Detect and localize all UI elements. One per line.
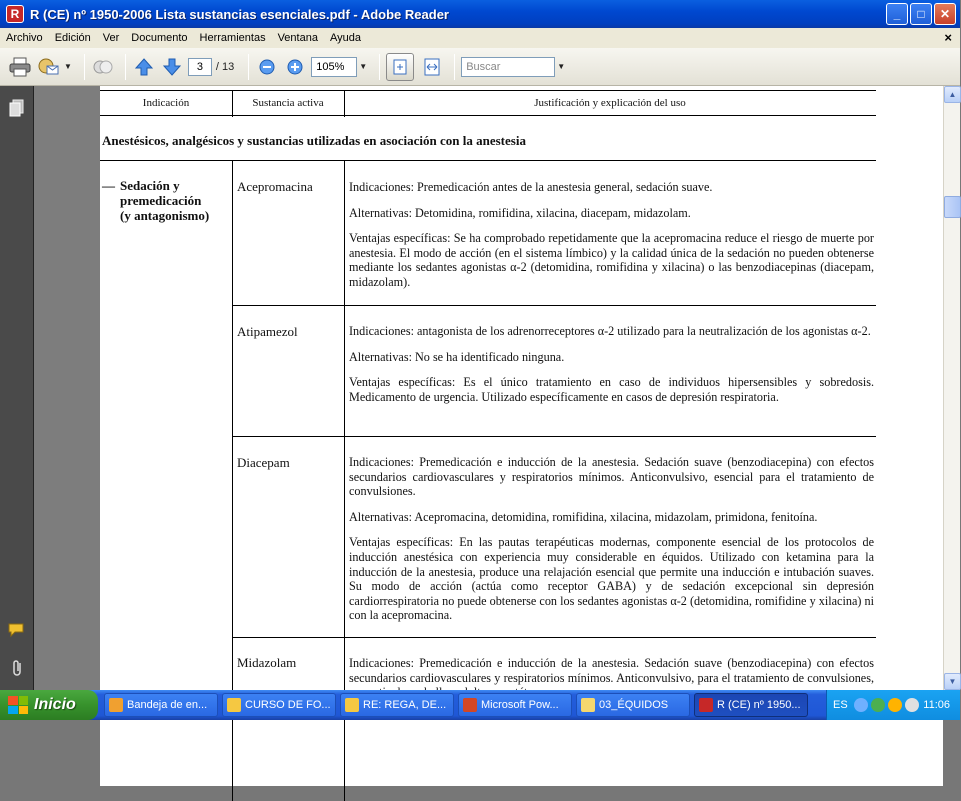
- chevron-down-icon[interactable]: ▼: [359, 62, 368, 71]
- indication-line: (y antagonismo): [120, 208, 210, 223]
- folder-icon: [581, 698, 595, 712]
- substance-name: Acepromacina: [237, 179, 313, 194]
- powerpoint-icon: [463, 698, 477, 712]
- justification-paragraph: Ventajas específicas: Se ha comprobado repetidamente que la acepromacina reduce el riesgo de muerte por anestesia. El modo de acción (en el sistema límbico) y la calidad única de la sedación no pueden obtenerse mediante los sedantes agonistas α-2 (detomidina, romifidina y xilacina) o las benzodiacepinas (diacepam, midazolam).: [349, 231, 874, 289]
- review-icon[interactable]: [91, 55, 115, 79]
- fit-page-icon[interactable]: [386, 53, 414, 81]
- justification-paragraph: Ventajas específicas: En las pautas terapéuticas modernas, componente esencial de los protocolos de inducción anestésica con experiencia muy considerable en équidos. Utilizado con ketamina para la inducción de la anestesia, produce una relajación esencial que permite una inducción e intubación suaves. Su modo de acción (actúa como receptor GABA) y de sedación excepcional sin depresión cardiorrespiratoria no puede obtenerse con los sedantes agonistas α-2 (detomidina, romifidine y xilacina) ni con la acepromacina.: [349, 535, 874, 623]
- toolbar-separator: [454, 54, 455, 80]
- header-indicacion: Indicación: [142, 97, 190, 109]
- email-icon: [345, 698, 359, 712]
- justification-paragraph: Indicaciones: Premedicación e inducción de la anestesia. Sedación suave (benzodiacepina) con efectos secundarios cardiovasculares y respiratorios mínimos. Anticonvulsivo, esencial para el tratamiento de convulsiones.: [349, 455, 874, 499]
- column-divider: [344, 90, 345, 117]
- header-sustancia: Sustancia activa: [252, 97, 324, 109]
- toolbar-separator: [248, 54, 249, 80]
- search-input[interactable]: Buscar: [461, 57, 555, 77]
- attachments-icon[interactable]: [8, 658, 26, 678]
- windows-logo-icon: [8, 696, 28, 714]
- task-label: Microsoft Pow...: [481, 699, 559, 711]
- start-label: Inicio: [34, 696, 76, 713]
- volume-icon[interactable]: [905, 698, 919, 712]
- indication-line: Sedación y: [120, 178, 180, 193]
- vertical-scrollbar[interactable]: [943, 86, 960, 690]
- menu-ventana[interactable]: Ventana: [277, 32, 318, 44]
- section-divider: [100, 160, 876, 161]
- task-label: 03_ÉQUIDOS: [599, 699, 669, 711]
- justification-paragraph: Indicaciones: Premedicación e inducción de la anestesia. Sedación suave (benzodiacepina) con efectos secundarios cardiovasculares y respiratorios mínimos. Anticonvulsivo, para el tratamiento de convulsiones,: [349, 656, 874, 685]
- taskbar-item-adobe-reader[interactable]: [694, 693, 808, 717]
- toolbar-separator: [84, 54, 85, 80]
- substance-name: Atipamezol: [237, 324, 298, 339]
- zoom-in-icon[interactable]: [283, 55, 307, 79]
- document-close-button[interactable]: ×: [944, 30, 952, 45]
- document-area[interactable]: [34, 86, 943, 690]
- table-header: [100, 90, 876, 116]
- taskbar: [0, 690, 960, 720]
- indication-cell: [102, 178, 209, 223]
- start-button[interactable]: [0, 690, 98, 720]
- justification-cell: [349, 180, 874, 301]
- antivirus-icon[interactable]: [888, 698, 902, 712]
- task-label: CURSO DE FO...: [245, 699, 331, 711]
- row-divider: [232, 436, 876, 437]
- menu-ayuda[interactable]: Ayuda: [329, 32, 361, 44]
- comments-icon[interactable]: [8, 620, 26, 640]
- prev-page-icon[interactable]: [132, 55, 156, 79]
- indication-line: premedicación: [120, 193, 202, 208]
- section-title: Anestésicos, analgésicos y sustancias utilizadas en asociación con la anestesia: [102, 133, 526, 148]
- scroll-up-icon[interactable]: ▲: [944, 86, 961, 103]
- menu-documento[interactable]: Documento: [131, 32, 188, 44]
- chevron-down-icon[interactable]: ▼: [64, 62, 72, 71]
- row-divider: [232, 637, 876, 638]
- scrollbar-thumb[interactable]: [944, 196, 961, 218]
- column-divider: [232, 90, 233, 117]
- maximize-button[interactable]: □: [910, 3, 932, 25]
- justification-paragraph: Alternativas: Acepromacina, detomidina, romifidina, xilacina, midazolam, primidona, fenitoína.: [349, 509, 818, 524]
- next-page-icon[interactable]: [160, 55, 184, 79]
- taskbar-item-powerpoint[interactable]: [458, 693, 572, 717]
- help-icon[interactable]: [854, 698, 868, 712]
- title-bar: [0, 0, 960, 28]
- email-icon[interactable]: [36, 55, 60, 79]
- network-icon[interactable]: [871, 698, 885, 712]
- page-total: / 13: [215, 60, 235, 73]
- justification-paragraph: Indicaciones: Premedicación antes de la anestesia general, sedación suave.: [349, 180, 713, 194]
- zoom-out-icon[interactable]: [255, 55, 279, 79]
- menu-ver[interactable]: Ver: [102, 32, 120, 44]
- taskbar-item-outlook[interactable]: [104, 693, 218, 717]
- pdf-page: [100, 86, 943, 786]
- chevron-down-icon[interactable]: ▼: [557, 62, 566, 71]
- menu-bar: [0, 28, 960, 48]
- minimize-button[interactable]: _: [886, 3, 908, 25]
- toolbar-separator: [125, 54, 126, 80]
- toolbar-separator: [379, 54, 380, 80]
- substance-name: Midazolam: [237, 655, 297, 670]
- indication-dash: —: [102, 178, 115, 193]
- justification-cell: [349, 324, 874, 415]
- navigation-panel: [0, 86, 34, 690]
- clock: 11:06: [923, 699, 950, 711]
- window-title: R (CE) nº 1950-2006 Lista sustancias esenciales.pdf - Adobe Reader: [30, 6, 449, 22]
- menu-edicion[interactable]: Edición: [54, 32, 91, 44]
- zoom-select[interactable]: 105%: [311, 57, 357, 77]
- justification-cell: [349, 455, 874, 634]
- justification-paragraph: Alternativas: No se ha identificado ninguna.: [349, 349, 565, 364]
- fit-width-icon[interactable]: [420, 55, 444, 79]
- language-indicator[interactable]: ES: [833, 699, 848, 711]
- task-label: RE: REGA, DE...: [363, 699, 447, 711]
- scroll-down-icon[interactable]: ▼: [944, 673, 961, 690]
- task-label: Bandeja de en...: [127, 699, 208, 711]
- taskbar-item-folder[interactable]: [576, 693, 690, 717]
- header-justificacion: Justificación y explicación del uso: [534, 97, 686, 109]
- email-icon: [227, 698, 241, 712]
- page-number-input[interactable]: 3: [188, 58, 212, 76]
- adobe-reader-icon: [699, 698, 713, 712]
- menu-archivo[interactable]: Archivo: [6, 32, 43, 44]
- menu-herramientas[interactable]: Herramientas: [199, 32, 266, 44]
- close-button[interactable]: ✕: [934, 3, 956, 25]
- adobe-reader-icon: R: [6, 5, 24, 23]
- pages-icon[interactable]: [8, 98, 26, 118]
- justification-paragraph: Alternativas: Detomidina, romifidina, xilacina, diacepam, midazolam.: [349, 205, 691, 220]
- task-label: R (CE) nº 1950...: [717, 699, 801, 711]
- outlook-icon: [109, 698, 123, 712]
- system-tray: [826, 690, 960, 720]
- justification-paragraph: Indicaciones: antagonista de los adrenorreceptores α-2 utilizado para la neutralización de los agonistas α-2.: [349, 324, 871, 338]
- justification-paragraph: Ventajas específicas: Es el único tratamiento en caso de individuos hipersensibles y sobredosis. Medicamento de urgencia. Utilizado específicamente en casos de depresión respiratoria.: [349, 375, 874, 404]
- taskbar-item-email-rega[interactable]: [340, 693, 454, 717]
- taskbar-item-email-curso[interactable]: [222, 693, 336, 717]
- row-divider: [232, 305, 876, 306]
- toolbar: [0, 48, 960, 86]
- print-icon[interactable]: [8, 55, 32, 79]
- substance-name: Diacepam: [237, 455, 290, 470]
